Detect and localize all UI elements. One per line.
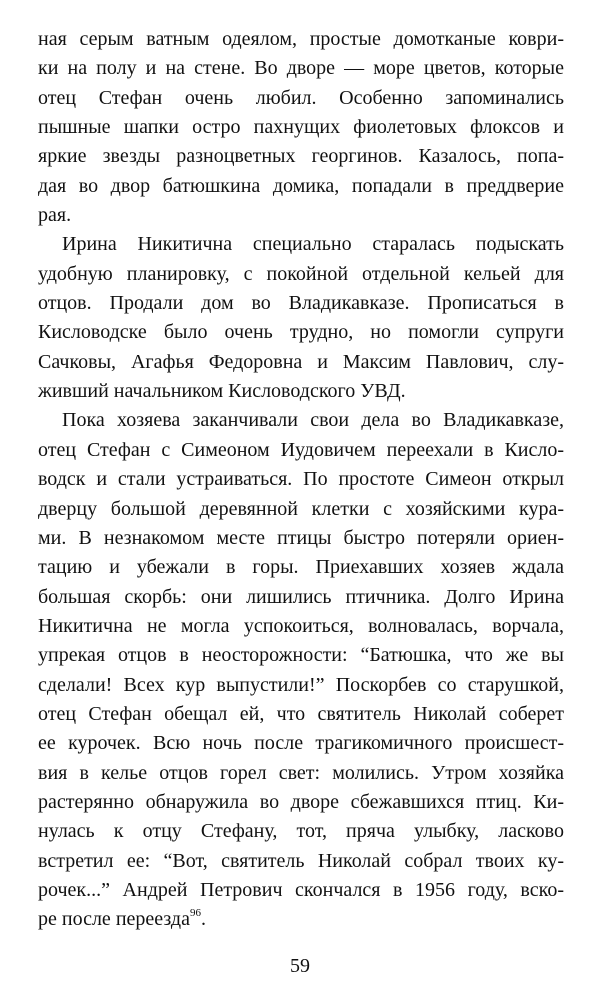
paragraph (38, 230, 564, 406)
text-line (38, 641, 564, 670)
line-text: пышные шапки остро пахнущих фиолетовых флоксов и (38, 116, 564, 139)
text-line (38, 495, 564, 524)
text-line (38, 700, 564, 729)
text-line (38, 583, 564, 612)
text-line (38, 201, 564, 230)
line-text: дверцу большой деревянной клетки с хозяйскими кура- (38, 497, 564, 520)
line-text: Кисловодске было очень трудно, но помогли супруги (38, 321, 564, 344)
final-punctuation: . (200, 908, 206, 931)
line-text: водск и стали устраиваться. По простоте Симеон открыл (38, 468, 564, 491)
text-line (38, 54, 564, 83)
text-line (38, 230, 564, 259)
line-text: Пока хозяева заканчивали свои дела во Владикавказе, (62, 409, 564, 432)
line-text: отец Стефан с Симеоном Иудовичем переехали в Кисло- (38, 438, 564, 461)
paragraph (38, 406, 564, 934)
text-line (38, 436, 564, 465)
line-text: яркие звезды разноцветных георгинов. Казалось, попа- (38, 145, 564, 168)
line-text: ная серым ватным одеялом, простые домотканые коври- (38, 28, 564, 50)
text-line (38, 25, 564, 54)
line-text: ки на полу и на стене. Во дворе — море цветов, которые (38, 57, 564, 80)
text-line (38, 759, 564, 788)
line-text: нулась к отцу Стефану, тот, пряча улыбку, ласково (38, 820, 564, 843)
text-line (38, 377, 564, 406)
line-text: тацию и убежали в горы. Приехавших хозяев ждала (38, 556, 564, 579)
text-line (38, 172, 564, 201)
text-line (38, 671, 564, 700)
line-text: встретил ее: “Вот, святитель Николай собрал твоих ку- (38, 849, 564, 872)
text-line (38, 817, 564, 846)
line-text: рая. (38, 204, 72, 227)
text-line (38, 84, 564, 113)
line-text: рочек...” Андрей Петрович скончался в 1956 году, вско- (38, 878, 564, 901)
line-text: растерянно обнаружила во дворе сбежавшихся птиц. Ки- (38, 790, 564, 813)
line-text: сделали! Всех кур выпустили!” Поскорбев со старушкой, (38, 673, 564, 696)
text-line (38, 142, 564, 171)
line-text: живший начальником Кисловодского УВД. (38, 380, 406, 403)
footnote-reference: 96 (189, 907, 201, 920)
text-line (38, 113, 564, 142)
text-line (38, 289, 564, 318)
line-text: вия в келье отцов горел свет: молились. Утром хозяйка (38, 761, 564, 784)
text-line (38, 553, 564, 582)
text-line (38, 318, 564, 347)
text-line (38, 406, 564, 435)
paragraph (38, 25, 564, 230)
text-line (38, 729, 564, 758)
line-text: Никитична не могла успокоиться, волновалась, ворчала, (38, 614, 564, 637)
page-number: 59 (290, 955, 310, 977)
page-body (38, 25, 564, 935)
text-line (38, 465, 564, 494)
text-line (38, 348, 564, 377)
line-text: удобную планировку, с покойной отдельной кельей для (38, 262, 564, 285)
line-text: ми. В незнакомом месте птицы быстро потеряли ориен- (38, 526, 564, 549)
line-text: ее курочек. Всю ночь после трагикомичного происшест- (38, 732, 564, 755)
text-line (38, 876, 564, 905)
text-line (38, 847, 564, 876)
line-text: Ирина Никитична специально старалась подыскать (62, 233, 564, 256)
line-text: отцов. Продали дом во Владикавказе. Прописаться в (38, 292, 564, 315)
text-line (38, 260, 564, 289)
line-text: отец Стефан очень любил. Особенно запоминались (38, 86, 564, 109)
line-text: дая во двор батюшкина домика, попадали в преддверие (38, 174, 564, 197)
text-line (38, 524, 564, 553)
line-text: ре после переезда (38, 908, 190, 931)
line-text: упрекая отцов в неосторожности: “Батюшка, что же вы (38, 644, 564, 667)
text-line (38, 788, 564, 817)
text-line (38, 905, 564, 934)
line-text: отец Стефан обещал ей, что святитель Николай соберет (38, 702, 564, 725)
line-text: Сачковы, Агафья Федоровна и Максим Павлович, слу- (38, 350, 564, 373)
line-text: большая скорбь: они лишились птичника. Долго Ирина (38, 585, 564, 608)
text-line (38, 612, 564, 641)
